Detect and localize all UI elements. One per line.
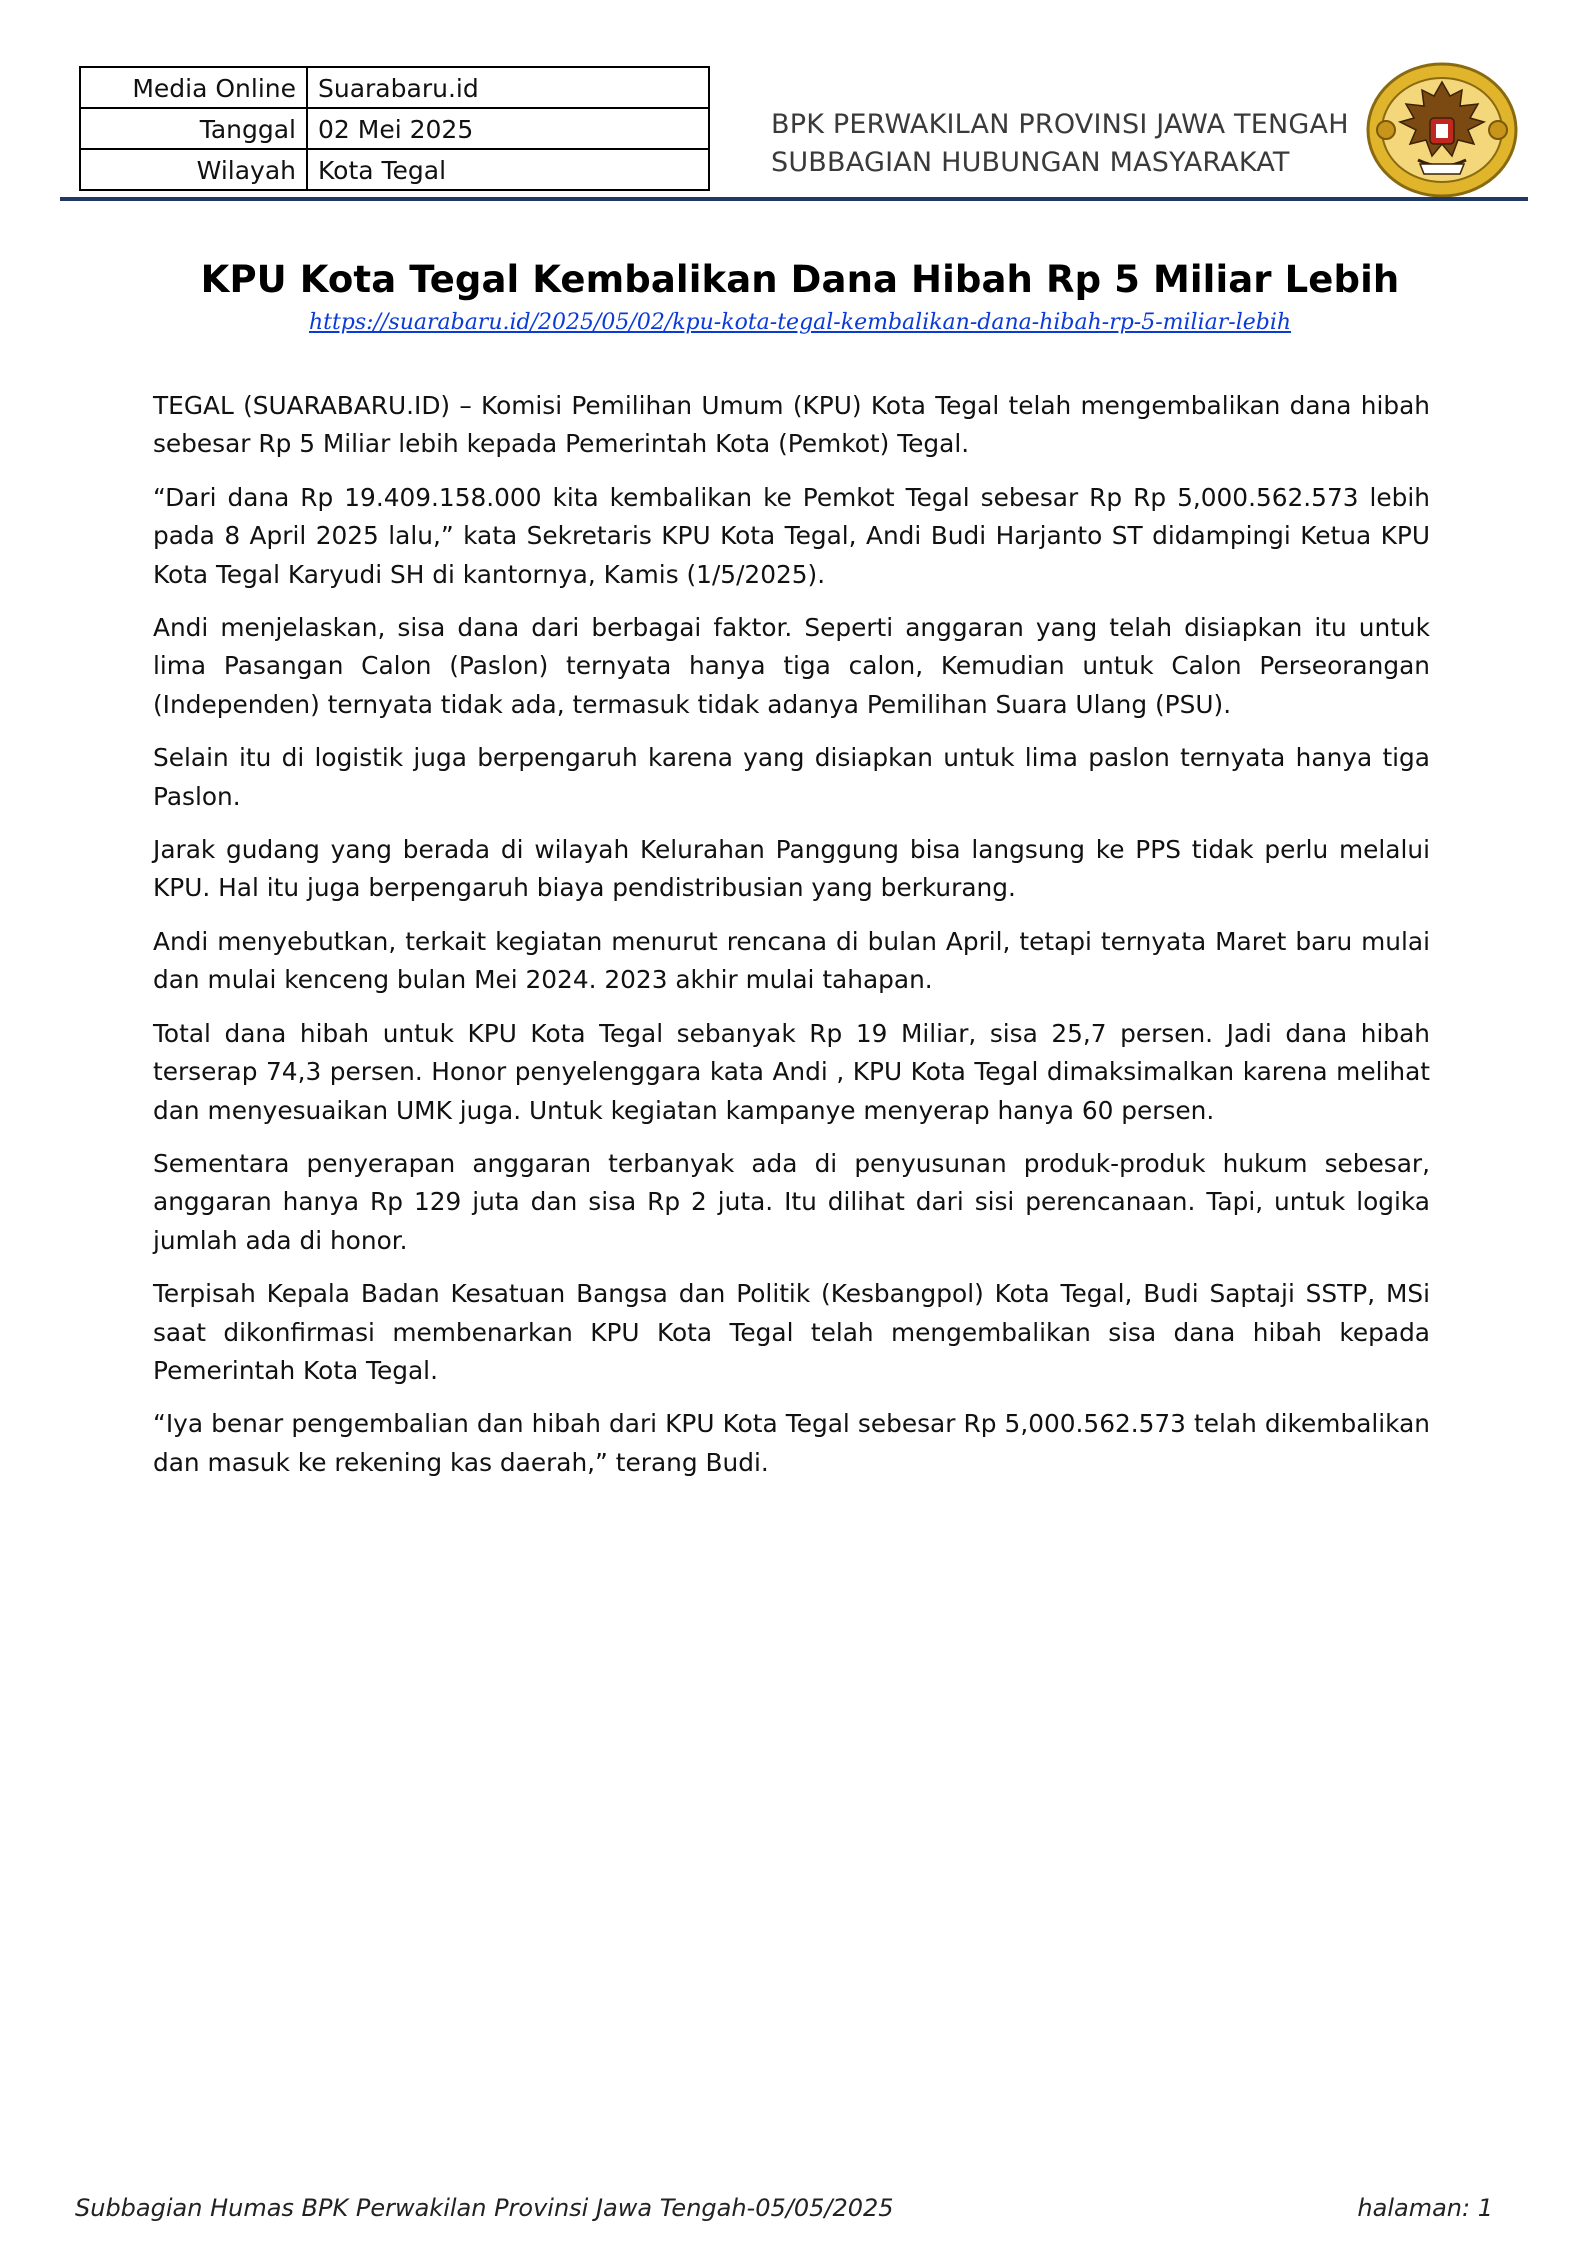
media-value: Suarabaru.id xyxy=(307,67,709,108)
paragraph-6: Andi menyebutkan, terkait kegiatan menurut rencana di bulan April, tetapi ternyata Maret baru mulai dan mulai kenceng bulan Mei 2024. 2023 akhir mulai tahapan. xyxy=(153,926,1430,995)
garuda-emblem-icon xyxy=(1362,60,1522,200)
date-info-row xyxy=(80,108,709,149)
article-source-link[interactable]: https://suarabaru.id/2025/05/02/kpu-kota-tegal-kembalikan-dana-hibah-rp-5-miliar-lebih xyxy=(308,310,1292,335)
media-label: Media Online xyxy=(80,67,307,108)
region-info-row xyxy=(80,149,709,190)
paragraph-10: “Iya benar pengembalian dan hibah dari KPU Kota Tegal sebesar Rp 5,000.562.573 telah dikembalikan dan masuk ke rekening kas daerah,” terang Budi. xyxy=(153,1409,1430,1477)
region-value: Kota Tegal xyxy=(307,149,709,190)
paragraph-5: Jarak gudang yang berada di wilayah Kelurahan Panggung bisa langsung ke PPS tidak perlu melalui KPU. Hal itu juga berpengaruh biaya pendistribusian yang berkurang. xyxy=(153,835,1430,903)
media-info-row xyxy=(80,67,709,108)
paragraph-7: Total dana hibah untuk KPU Kota Tegal sebanyak Rp 19 Miliar, sisa 25,7 persen. Jadi dana hibah terserap 74,3 persen. Honor penyelenggara kata Andi , KPU Kota Tegal dimaksimalkan karena melihat dan menyesuaikan UMK juga. Untuk kegiatan kampanye menyerap hanya 60 persen. xyxy=(153,1018,1430,1125)
paragraph-2: “Dari dana Rp 19.409.158.000 kita kembalikan ke Pemkot Tegal sebesar Rp Rp 5,000.562.573 lebih pada 8 April 2025 lalu,” kata Sekretaris KPU Kota Tegal, Andi Budi Harjanto ST didampingi Ketua KPU Kota Tegal Karyudi SH di kantornya, Kamis (1/5/2025). xyxy=(153,482,1430,589)
paragraph-3: Andi menjelaskan, sisa dana dari berbagai faktor. Seperti anggaran yang telah disiapkan itu untuk lima Pasangan Calon (Paslon) ternyata hanya tiga calon, Kemudian untuk Calon Perseorangan (Independen) ternyata tidak ada, termasuk tidak adanya Pemilihan Suara Ulang (PSU). xyxy=(153,613,1430,719)
paragraph-8: Sementara penyerapan anggaran terbanyak ada di penyusunan produk-produk hukum sebesar, anggaran hanya Rp 129 juta dan sisa Rp 2 juta. Itu dilihat dari sisi perencanaan. Tapi, untuk logika jumlah ada di honor. xyxy=(153,1148,1430,1255)
article-title: KPU Kota Tegal Kembalikan Dana Hibah Rp 5 Miliar Lebih xyxy=(200,258,1400,301)
page-number: halaman: 1 xyxy=(1357,2194,1493,2222)
organization-name xyxy=(771,106,1349,182)
region-label: Wilayah xyxy=(80,149,307,190)
date-value: 02 Mei 2025 xyxy=(307,108,709,149)
media-info-table xyxy=(79,66,710,191)
article-body xyxy=(153,387,1430,1497)
footer-source: Subbagian Humas BPK Perwakilan Provinsi Jawa Tengah-05/05/2025 xyxy=(75,2194,894,2222)
header-divider xyxy=(60,197,1528,201)
paragraph-9: Terpisah Kepala Badan Kesatuan Bangsa dan Politik (Kesbangpol) Kota Tegal, Budi Saptaji SSTP, MSi saat dikonfirmasi membenarkan KPU Kota Tegal telah mengembalikan sisa dana hibah kepada Pemerintah Kota Tegal. xyxy=(153,1279,1430,1385)
paragraph-4: Selain itu di logistik juga berpengaruh karena yang disiapkan untuk lima paslon ternyata hanya tiga Paslon. xyxy=(153,743,1430,811)
org-line-1: BPK PERWAKILAN PROVINSI JAWA TENGAH xyxy=(771,109,1349,140)
date-label: Tanggal xyxy=(80,108,307,149)
org-line-2: SUBBAGIAN HUBUNGAN MASYARAKAT xyxy=(771,147,1290,178)
paragraph-1: TEGAL (SUARABARU.ID) – Komisi Pemilihan Umum (KPU) Kota Tegal telah mengembalikan dana hibah sebesar Rp 5 Miliar lebih kepada Pemerintah Kota (Pemkot) Tegal. xyxy=(153,391,1430,459)
